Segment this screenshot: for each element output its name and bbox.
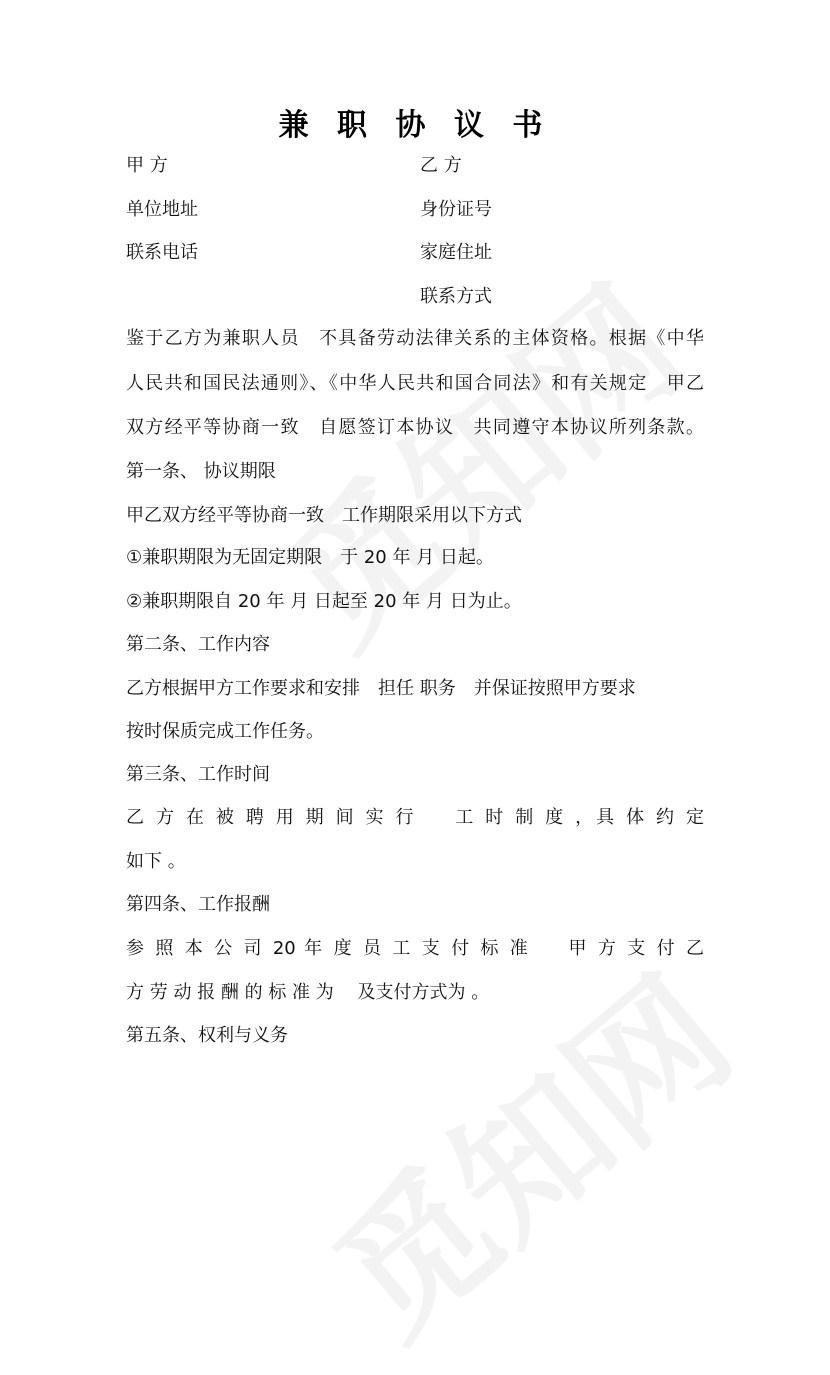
preamble-line: 鉴于乙方为兼职人员 不具备劳动法律关系的主体资格。根据《中华 [126, 328, 704, 349]
unit-address-label: 单位地址 [126, 199, 198, 220]
article1-line: ②兼职期限自 20 年 月 日起至 20 年 月 日为止。 [126, 591, 522, 612]
article4-line: 参 照 本 公 司 20 年 度 员 工 支 付 标 准 甲 方 支 付 乙 [126, 938, 704, 959]
article2-line: 按时保质完成工作任务。 [126, 721, 324, 742]
article4-line: 方 劳 动 报 酬 的 标 准 为 及支付方式为 。 [126, 982, 490, 1003]
article5-heading: 第五条、权利与义务 [126, 1025, 288, 1046]
contact-label: 联系方式 [420, 286, 492, 307]
article3-line: 如下 。 [126, 851, 186, 872]
preamble-line: 人民共和国民法通则》、《中华人民共和国合同法》和有关规定 甲乙 [126, 373, 704, 394]
article1-line: ①兼职期限为无固定期限 于 20 年 月 日起。 [126, 547, 494, 568]
party-a-label: 甲 方 [126, 155, 168, 176]
party-b-label: 乙 方 [420, 155, 462, 176]
article3-heading: 第三条、工作时间 [126, 764, 270, 785]
article1-line: 甲乙双方经平等协商一致 工作期限采用以下方式 [126, 505, 522, 526]
article2-heading: 第二条、工作内容 [126, 634, 270, 655]
article1-heading: 第一条、 协议期限 [126, 461, 276, 482]
preamble-line: 双方经平等协商一致 自愿签订本协议 共同遵守本协议所列条款。 [126, 417, 704, 438]
id-number-label: 身份证号 [420, 199, 492, 220]
phone-label: 联系电话 [126, 242, 198, 263]
article4-heading: 第四条、工作报酬 [126, 894, 270, 915]
document-title: 兼 职 协 议 书 [278, 108, 552, 143]
home-address-label: 家庭住址 [420, 242, 492, 263]
article3-line: 乙 方 在 被 聘 用 期 间 实 行 工 时 制 度 ，具 体 约 定 [126, 807, 704, 828]
article2-line: 乙方根据甲方工作要求和安排 担任 职务 并保证按照甲方要求 [126, 678, 636, 699]
